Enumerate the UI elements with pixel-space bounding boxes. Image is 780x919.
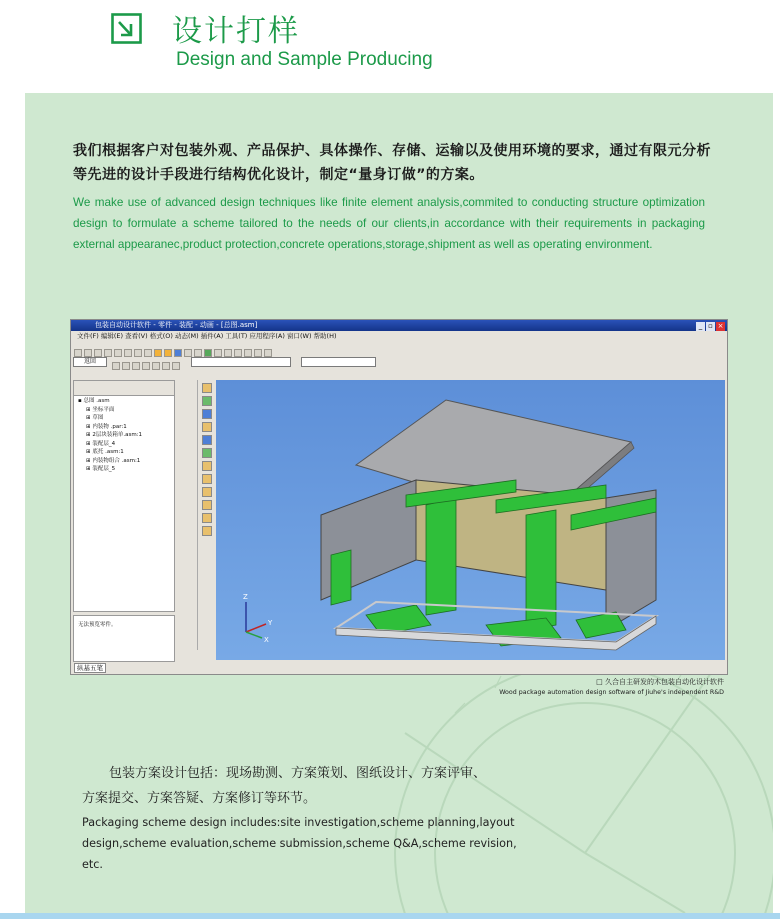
tree-item[interactable]: ⊞ 底托 .asm:1 xyxy=(86,449,124,455)
section-title: 设计打样 xyxy=(172,14,300,49)
window-titlebar xyxy=(71,320,727,331)
tree-item[interactable]: ▪ 总图 .asm xyxy=(78,398,110,404)
caption-chinese: □ 久合自主研发的木包装自动化设计软件 xyxy=(596,678,724,686)
close-icon[interactable]: × xyxy=(717,322,724,330)
tree-item[interactable]: ⊞ 装配层_4 xyxy=(86,440,116,447)
axis-x-label: X xyxy=(264,636,269,644)
tree-list[interactable] xyxy=(78,397,142,474)
main-toolbar[interactable] xyxy=(73,343,693,354)
content-panel xyxy=(25,93,773,913)
back-button[interactable]: 返回 xyxy=(73,357,107,367)
menu-items[interactable]: 文件(F) 编辑(E) 查看(V) 格式(O) 动态(M) 插件(A) 工具(T) 应用程序(A) 窗口(W) 帮助(H) xyxy=(77,332,337,340)
minimize-icon[interactable]: _ xyxy=(696,322,705,331)
vertical-toolbar[interactable] xyxy=(197,380,216,650)
scope-chinese xyxy=(82,761,542,811)
restore-icon[interactable]: ▫ xyxy=(706,322,715,331)
tree-item[interactable]: ⊞ 装配层_5 xyxy=(86,466,116,472)
menu-bar[interactable] xyxy=(71,331,727,342)
scope-english: Packaging scheme design includes:site investigation,scheme planning,layout design,scheme evaluation,scheme submission,scheme Q&A,scheme revision, etc. xyxy=(82,816,517,871)
tree-tabs[interactable] xyxy=(74,381,174,396)
crate-model xyxy=(216,380,725,660)
tree-item[interactable]: ⊞ 内装物 .par:1 xyxy=(86,423,127,430)
feature-tree[interactable] xyxy=(73,380,175,612)
3d-viewport[interactable] xyxy=(216,380,725,660)
green-post xyxy=(526,510,556,630)
tree-item[interactable]: ⊞ 坐标平面 xyxy=(86,406,115,413)
checkbox-arrow-icon xyxy=(111,13,142,44)
status-bar xyxy=(71,662,727,674)
scope-chinese-line2: 方案提交、方案答疑、方案修订等环节。 xyxy=(82,791,317,806)
tree-item[interactable]: ⊞ 内装物组合 .asm:1 xyxy=(86,457,141,464)
tree-item[interactable]: ⊞ 2层块装箱单.asm:1 xyxy=(86,432,143,438)
caption-english: Wood package automation design software of Jiuhe's independent R&D xyxy=(499,689,724,696)
ime-tab[interactable]: 纵基五笔 xyxy=(74,663,106,673)
axis-z-label: Z xyxy=(243,593,248,601)
window-title: 包装自动设计软件 - 零件 - 装配 - 动画 - [总图.asm] xyxy=(95,321,258,329)
message-text: 无法预览零件。 xyxy=(78,622,117,628)
combo-box[interactable] xyxy=(191,357,291,367)
software-screenshot xyxy=(70,319,728,675)
green-block xyxy=(576,612,626,638)
tree-item[interactable]: ⊞ 草图 xyxy=(86,415,104,421)
scope-chinese-line1: 包装方案设计包括：现场勘测、方案策划、图纸设计、方案评审、 xyxy=(109,766,487,781)
bottom-bar xyxy=(0,913,780,919)
combo-box-2[interactable] xyxy=(301,357,376,367)
page-header xyxy=(0,0,780,92)
green-block xyxy=(331,550,351,605)
axis-y-label: Y xyxy=(268,619,273,627)
axis-triad xyxy=(243,593,273,644)
section-subtitle: Design and Sample Producing xyxy=(176,49,433,70)
intro-english: We make use of advanced design techniques like finite element analysis,commited to conducting structure optimization design to formulate a scheme tailored to the needs of our clients,in accordance with their requirements in packaging external appearanec,product protection,concrete operations,storage,shipment as well as operating environment. xyxy=(73,196,705,251)
screenshot-caption xyxy=(499,677,724,696)
green-post xyxy=(426,498,456,615)
intro-chinese: 我们根据客户对包装外观、产品保护、具体操作、存储、运输以及使用环境的要求，通过有限元分析等先进的设计手段进行结构优化设计，制定“量身订做”的方案。 xyxy=(73,143,711,183)
message-panel xyxy=(73,615,175,662)
